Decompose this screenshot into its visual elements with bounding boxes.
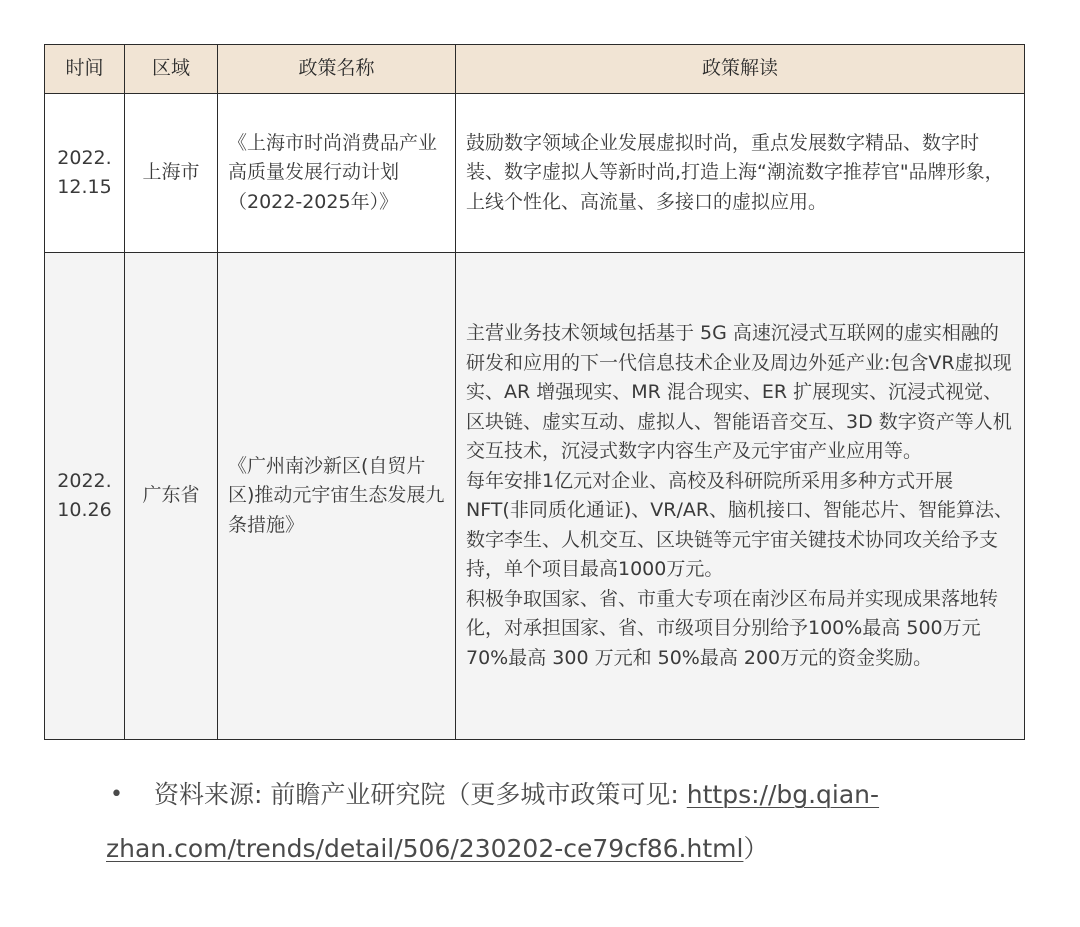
- source-bullet: •: [110, 782, 123, 807]
- date-cell: [45, 94, 125, 253]
- interpretation-cell: [456, 253, 1025, 740]
- header-region: 区域: [125, 45, 218, 94]
- date-cell: [45, 253, 125, 740]
- date-text: 2022. 12.15: [57, 146, 112, 198]
- region-cell: [125, 253, 218, 740]
- interpretation-paragraph: 主营业务技术领域包括基于 5G 高速沉浸式互联网的虚实相融的研发和应用的下一代信息技术企业及周边外延产业:包含VR虚拟现实、AR 增强现实、MR 混合现实、ER 扩展现实、沉浸式视觉、区块链、虚实互动、虚拟人、智能语音交互、3D 数字资产等人机交互技术，沉浸式数字内容生产及元宇宙产业应用等。: [466, 322, 1012, 462]
- source-link[interactable]: https://bg.qian-zhan.com/trends/detail/506/230202-ce79cf86.html: [106, 780, 880, 863]
- date-text: 2022. 10.26: [57, 469, 112, 521]
- header-interpretation: 政策解读: [456, 45, 1025, 94]
- interpretation-paragraph: 每年安排1亿元对企业、高校及科研院所采用多种方式开展 NFT(非同质化通证)、VR/AR、脑机接口、智能芯片、智能算法、数字李生、人机交互、区块链等元宇宙关键技术协同攻关给予支持，单个项目最高1000万元。: [466, 469, 1014, 580]
- header-policy-name: 政策名称: [218, 45, 456, 94]
- interpretation-paragraph: 鼓励数字领域企业发展虚拟时尚，重点发展数字精品、数字时装、数字虚拟人等新时尚,打造上海“潮流数字推荐官"品牌形象，上线个性化、高流量、多接口的虚拟应用。: [466, 131, 1004, 213]
- table-header-row: [45, 45, 1025, 94]
- region-text: 广东省: [142, 484, 200, 507]
- table-row: [45, 94, 1025, 253]
- table-row: [45, 253, 1025, 740]
- source-suffix: ）: [743, 834, 769, 863]
- source-note: [106, 768, 1006, 876]
- header-date: 时间: [45, 45, 125, 94]
- region-text: 上海市: [142, 161, 200, 184]
- policy-table: [44, 44, 1025, 740]
- region-cell: [125, 94, 218, 253]
- policy-name-cell: 《上海市时尚消费品产业高质量发展行动计划（2022-2025年）》: [218, 94, 456, 253]
- policy-name-cell: 《广州南沙新区(自贸片区)推动元宇宙生态发展九条措施》: [218, 253, 456, 740]
- source-label: 资料来源: 前瞻产业研究院（更多城市政策可见:: [154, 780, 687, 809]
- interpretation-cell: [456, 94, 1025, 253]
- interpretation-paragraph: 积极争取国家、省、市重大专项在南沙区布局并实现成果落地转化，对承担国家、省、市级项目分别给予100%最高 500万元70%最高 300 万元和 50%最高 200万元的资金奖励。: [466, 587, 999, 669]
